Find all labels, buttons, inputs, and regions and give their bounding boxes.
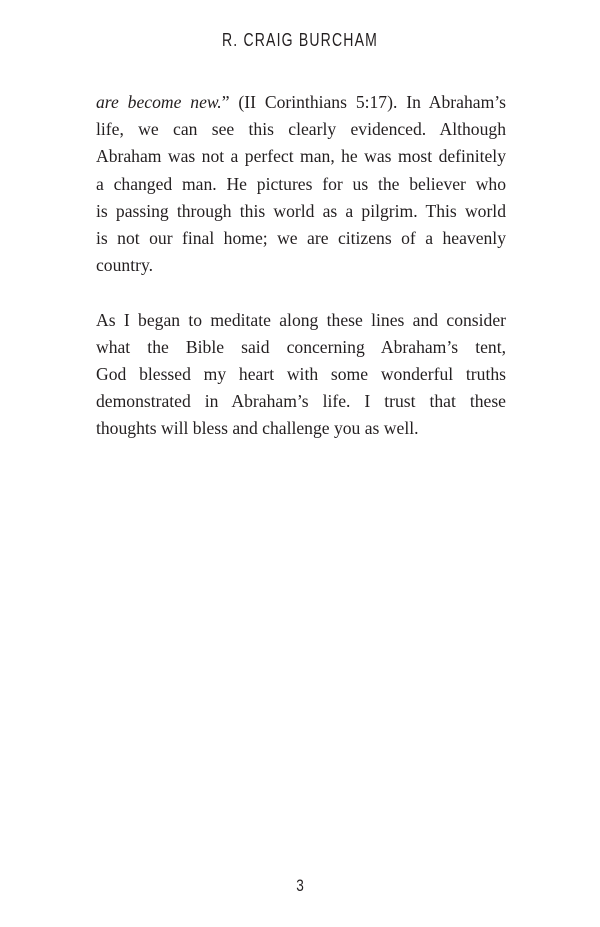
running-head-author: R. CRAIG BURCHAM [221, 30, 378, 50]
body-text [96, 89, 506, 443]
text-line: Abraham was not a perfect man, he was most definitely [96, 146, 506, 167]
text-line: a changed man. He pictures for us the believer who [96, 173, 506, 194]
page-number: 3 [296, 876, 304, 895]
text-line: country. [96, 255, 153, 276]
text-line: what the Bible said concerning Abraham’s tent, [96, 336, 506, 357]
text-line: God blessed my heart with some wonderful truths [96, 364, 506, 385]
italic-quote: are become new. [96, 92, 222, 112]
paragraph-1 [96, 89, 506, 279]
text-line: is not our final home; we are citizens of a heavenly [96, 228, 506, 249]
text-line: thoughts will bless and challenge you as well. [96, 418, 419, 439]
text-line: As I began to meditate along these lines and consider [96, 309, 506, 330]
paragraph-2 [96, 307, 506, 443]
text-line: is passing through this world as a pilgrim. This world [96, 200, 506, 221]
text-line: demonstrated in Abraham’s life. I trust that these [96, 391, 506, 412]
text-line [96, 89, 506, 116]
text-line-rest: ” (II Corinthians 5:17). In Abraham’s [221, 92, 506, 112]
text-line: life, we can see this clearly evidenced. Although [96, 119, 506, 140]
